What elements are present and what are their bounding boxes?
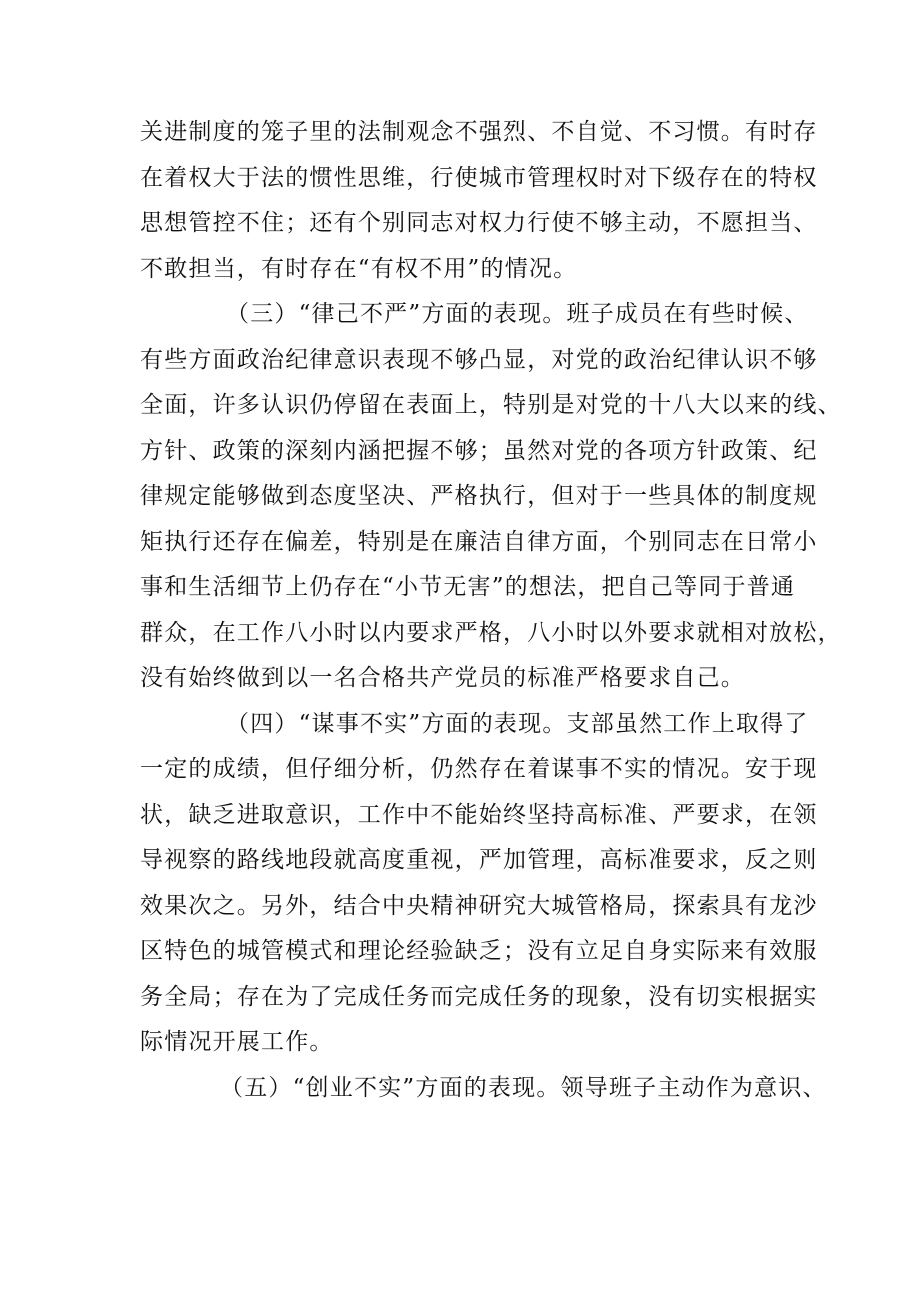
document-body	[140, 110, 842, 1111]
section-heading-line: （四）“谋事不实”方面的表现。支部虽然工作上取得了	[226, 710, 809, 737]
text-line: 区特色的城管模式和理论经验缺乏；没有立足自身实际来有效服	[140, 938, 818, 964]
text-line: 关进制度的笼子里的法制观念不强烈、不自觉、不习惯。有时存	[140, 119, 818, 145]
text-line: 没有始终做到以一名合格共产党员的标准严格要求自己。	[140, 665, 745, 691]
text-line: 事和生活细节上仍存在“小节无害”的想法，把自己等同于普通	[140, 574, 796, 600]
text-line: 一定的成绩，但仔细分析，仍然存在着谋事不实的情况。安于现	[140, 756, 818, 782]
text-line: 际情况开展工作。	[140, 1029, 334, 1055]
text-line: 有些方面政治纪律意识表现不够凸显，对党的政治纪律认识不够	[140, 346, 818, 373]
text-line: 务全局；存在为了完成任务而完成任务的现象，没有切实根据实	[140, 983, 818, 1010]
text-line: 不敢担当，有时存在“有权不用”的情况。	[140, 255, 578, 282]
text-line: 在着权大于法的惯性思维，行使城市管理权时对下级存在的特权	[140, 164, 818, 191]
text-line: 全面，许多认识仍停留在表面上，特别是对党的十八大以来的线、	[140, 392, 842, 418]
text-line: 导视察的路线地段就高度重视，严加管理，高标准要求，反之则	[140, 847, 818, 873]
text-line: 思想管控不住；还有个别同志对权力行使不够主动，不愿担当、	[140, 210, 818, 236]
text-line: 群众，在工作八小时以内要求严格，八小时以外要求就相对放松，	[140, 619, 842, 646]
text-line: 方针、政策的深刻内涵把握不够；虽然对党的各项方针政策、纪	[140, 437, 818, 464]
section-heading-line: （三）“律己不严”方面的表现。班子成员在有些时候、	[226, 301, 809, 327]
section-heading-line: （五）“创业不实”方面的表现。领导班子主动作为意识、	[220, 1074, 827, 1101]
text-line: 状，缺乏进取意识，工作中不能始终坚持高标准、严要求，在领	[140, 801, 818, 828]
text-line: 律规定能够做到态度坚决、严格执行，但对于一些具体的制度规	[140, 483, 818, 509]
text-line: 矩执行还存在偏差，特别是在廉洁自律方面，个别同志在日常小	[140, 528, 818, 555]
text-line: 效果次之。另外，结合中央精神研究大城管格局，探索具有龙沙	[140, 892, 818, 919]
